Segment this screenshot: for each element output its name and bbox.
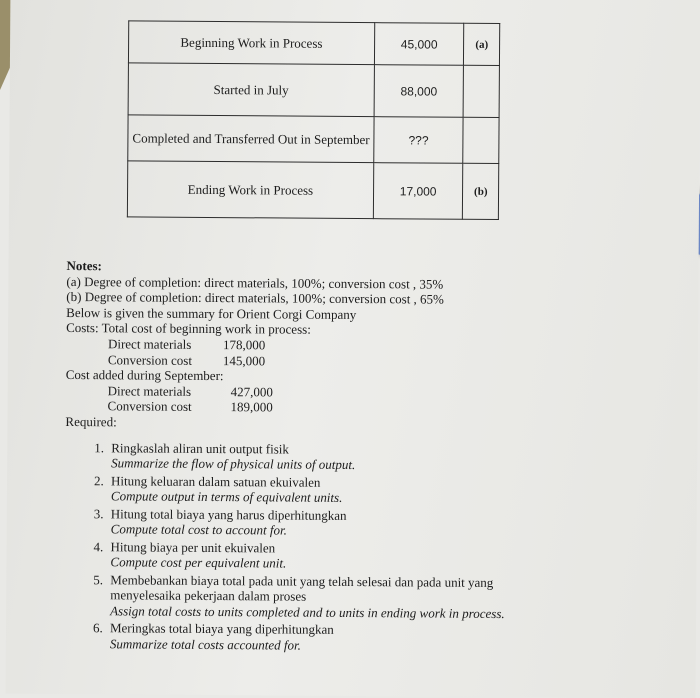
cost-label: Direct materials [107,336,192,352]
table-row [128,115,499,164]
summary-text: Below is given the summary for Orient Corgi Company [66,304,357,322]
item-text: 5. Membebankan biaya total pada unit yang telah selesai dan pada unit yang menyelesaika pekerjaan dalam proses [110,571,494,604]
item-translation: Compute cost per equivalent unit. [110,554,287,571]
row-label: Completed and Transferred Out in September [128,115,374,163]
row-value: 88,000 [374,65,464,118]
row-note: (b) [463,163,499,219]
row-note: (a) [464,23,500,65]
item-translation: Summarize total costs accounted for. [109,635,301,653]
item-text: 1. Ringkaslah aliran unit output fisik [111,439,289,457]
list-item [106,620,664,655]
note-b: (b) Degree of completion: direct materials, 100%; conversion cost , 65% [66,289,444,307]
row-value: 45,000 [374,23,464,66]
list-item [107,473,665,508]
cost-value: 427,000 [230,383,273,400]
item-translation: Compute total cost to account for. [110,521,287,538]
notes-heading: Notes: [66,257,102,274]
row-note [463,117,499,163]
row-value: 17,000 [373,163,463,220]
cost-value: 178,000 [222,337,266,353]
cost-label: Conversion cost [107,398,192,415]
required-heading: Required: [65,413,117,430]
table-row [128,63,499,118]
costs-heading: Costs: Total cost of beginning work in process: [66,320,311,338]
row-value: ??? [373,117,463,164]
cost-label: Direct materials [107,383,192,399]
note-a: (a) Degree of completion: direct materials, 100%; conversion cost , 35% [66,273,444,292]
work-in-process-table [127,20,500,220]
item-translation: Summarize the flow of physical units of output. [111,455,356,473]
notes-section [64,258,667,657]
table-row [127,161,498,220]
list-item [107,440,665,475]
row-note [464,65,500,117]
item-translation: Assign total costs to units completed and to units in ending work in process. [110,602,505,621]
list-item [106,539,664,574]
cost-value: 189,000 [230,399,273,415]
cost-label: Conversion cost [107,351,193,368]
table-row [128,21,499,66]
required-list [64,440,665,656]
cost-value: 145,000 [222,352,266,368]
row-label: Beginning Work in Process [128,21,374,65]
item-text: 3. Hitung total biaya yang harus diperhitungkan [110,505,347,523]
row-label: Ending Work in Process [127,161,373,219]
list-item [107,506,665,541]
row-label: Started in July [128,63,374,117]
paper-sheet [6,0,700,698]
item-text: 4. Hitung biaya per unit ekuivalen [110,538,276,555]
item-text: 6. Meringkas total biaya yang diperhitungkan [109,620,334,637]
added-heading: Cost added during September: [65,367,224,384]
list-item [106,572,664,622]
item-text: 2. Hitung keluaran dalam satuan ekuivalen [110,472,321,490]
item-translation: Compute output in terms of equivalent units. [110,488,343,505]
